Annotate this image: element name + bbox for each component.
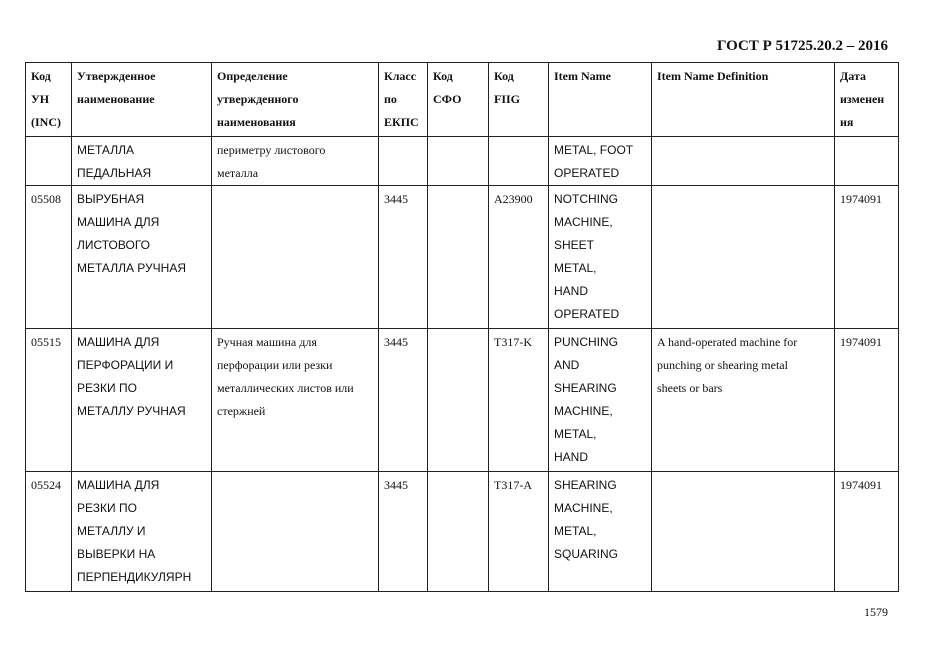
col-header-date: Дата изменен ия [835,63,899,137]
cell-definition: Ручная машина для перфорации или резки металлических листов или стержней [212,329,379,472]
cell-fiig [489,137,549,186]
cell-sfo [428,472,489,592]
cell-item-name: PUNCHING AND SHEARING MACHINE, METAL, HAND [549,329,652,472]
cell-approved-name: МЕТАЛЛА ПЕДАЛЬНАЯ [72,137,212,186]
cell-definition: периметру листового металла [212,137,379,186]
cell-code: 05524 [26,472,72,592]
cell-code: 05515 [26,329,72,472]
cell-approved-name: МАШИНА ДЛЯ РЕЗКИ ПО МЕТАЛЛУ И ВЫВЕРКИ НА ПЕРПЕНДИКУЛЯРН [72,472,212,592]
cell-class: 3445 [379,472,428,592]
table-row [26,137,899,186]
col-header-item-name: Item Name [549,63,652,137]
cell-sfo [428,137,489,186]
cell-item-name: NOTCHING MACHINE, SHEET METAL, HAND OPERATED [549,186,652,329]
page-number: 1579 [864,605,888,619]
classification-table [25,62,899,592]
cell-item-definition [652,186,835,329]
cell-item-name: METAL, FOOT OPERATED [549,137,652,186]
cell-fiig: T317-A [489,472,549,592]
cell-date: 1974091 [835,472,899,592]
table-row [26,329,899,472]
cell-sfo [428,186,489,329]
col-header-approved-name: Утвержденное наименование [72,63,212,137]
cell-approved-name: МАШИНА ДЛЯ ПЕРФОРАЦИИ И РЕЗКИ ПО МЕТАЛЛУ РУЧНАЯ [72,329,212,472]
cell-class [379,137,428,186]
document-code: ГОСТ Р 51725.20.2 – 2016 [716,38,888,54]
cell-item-name: SHEARING MACHINE, METAL, SQUARING [549,472,652,592]
cell-code [26,137,72,186]
cell-fiig: A23900 [489,186,549,329]
col-header-class: Класс по ЕКПС [379,63,428,137]
table-row [26,472,899,592]
col-header-definition: Определение утвержденного наименования [212,63,379,137]
cell-date: 1974091 [835,329,899,472]
cell-item-definition: A hand-operated machine for punching or shearing metal sheets or bars [652,329,835,472]
col-header-sfo: Код СФО [428,63,489,137]
cell-class: 3445 [379,329,428,472]
cell-date [835,137,899,186]
cell-definition [212,472,379,592]
cell-date: 1974091 [835,186,899,329]
cell-definition [212,186,379,329]
table-row [26,186,899,329]
col-header-code: Код УН (INC) [26,63,72,137]
cell-code: 05508 [26,186,72,329]
cell-fiig: T317-K [489,329,549,472]
cell-sfo [428,329,489,472]
col-header-item-definition: Item Name Definition [652,63,835,137]
cell-item-definition [652,472,835,592]
table-header-row [26,63,899,137]
cell-item-definition [652,137,835,186]
cell-class: 3445 [379,186,428,329]
cell-approved-name: ВЫРУБНАЯ МАШИНА ДЛЯ ЛИСТОВОГО МЕТАЛЛА РУЧНАЯ [72,186,212,329]
col-header-fiig: Код FIIG [489,63,549,137]
